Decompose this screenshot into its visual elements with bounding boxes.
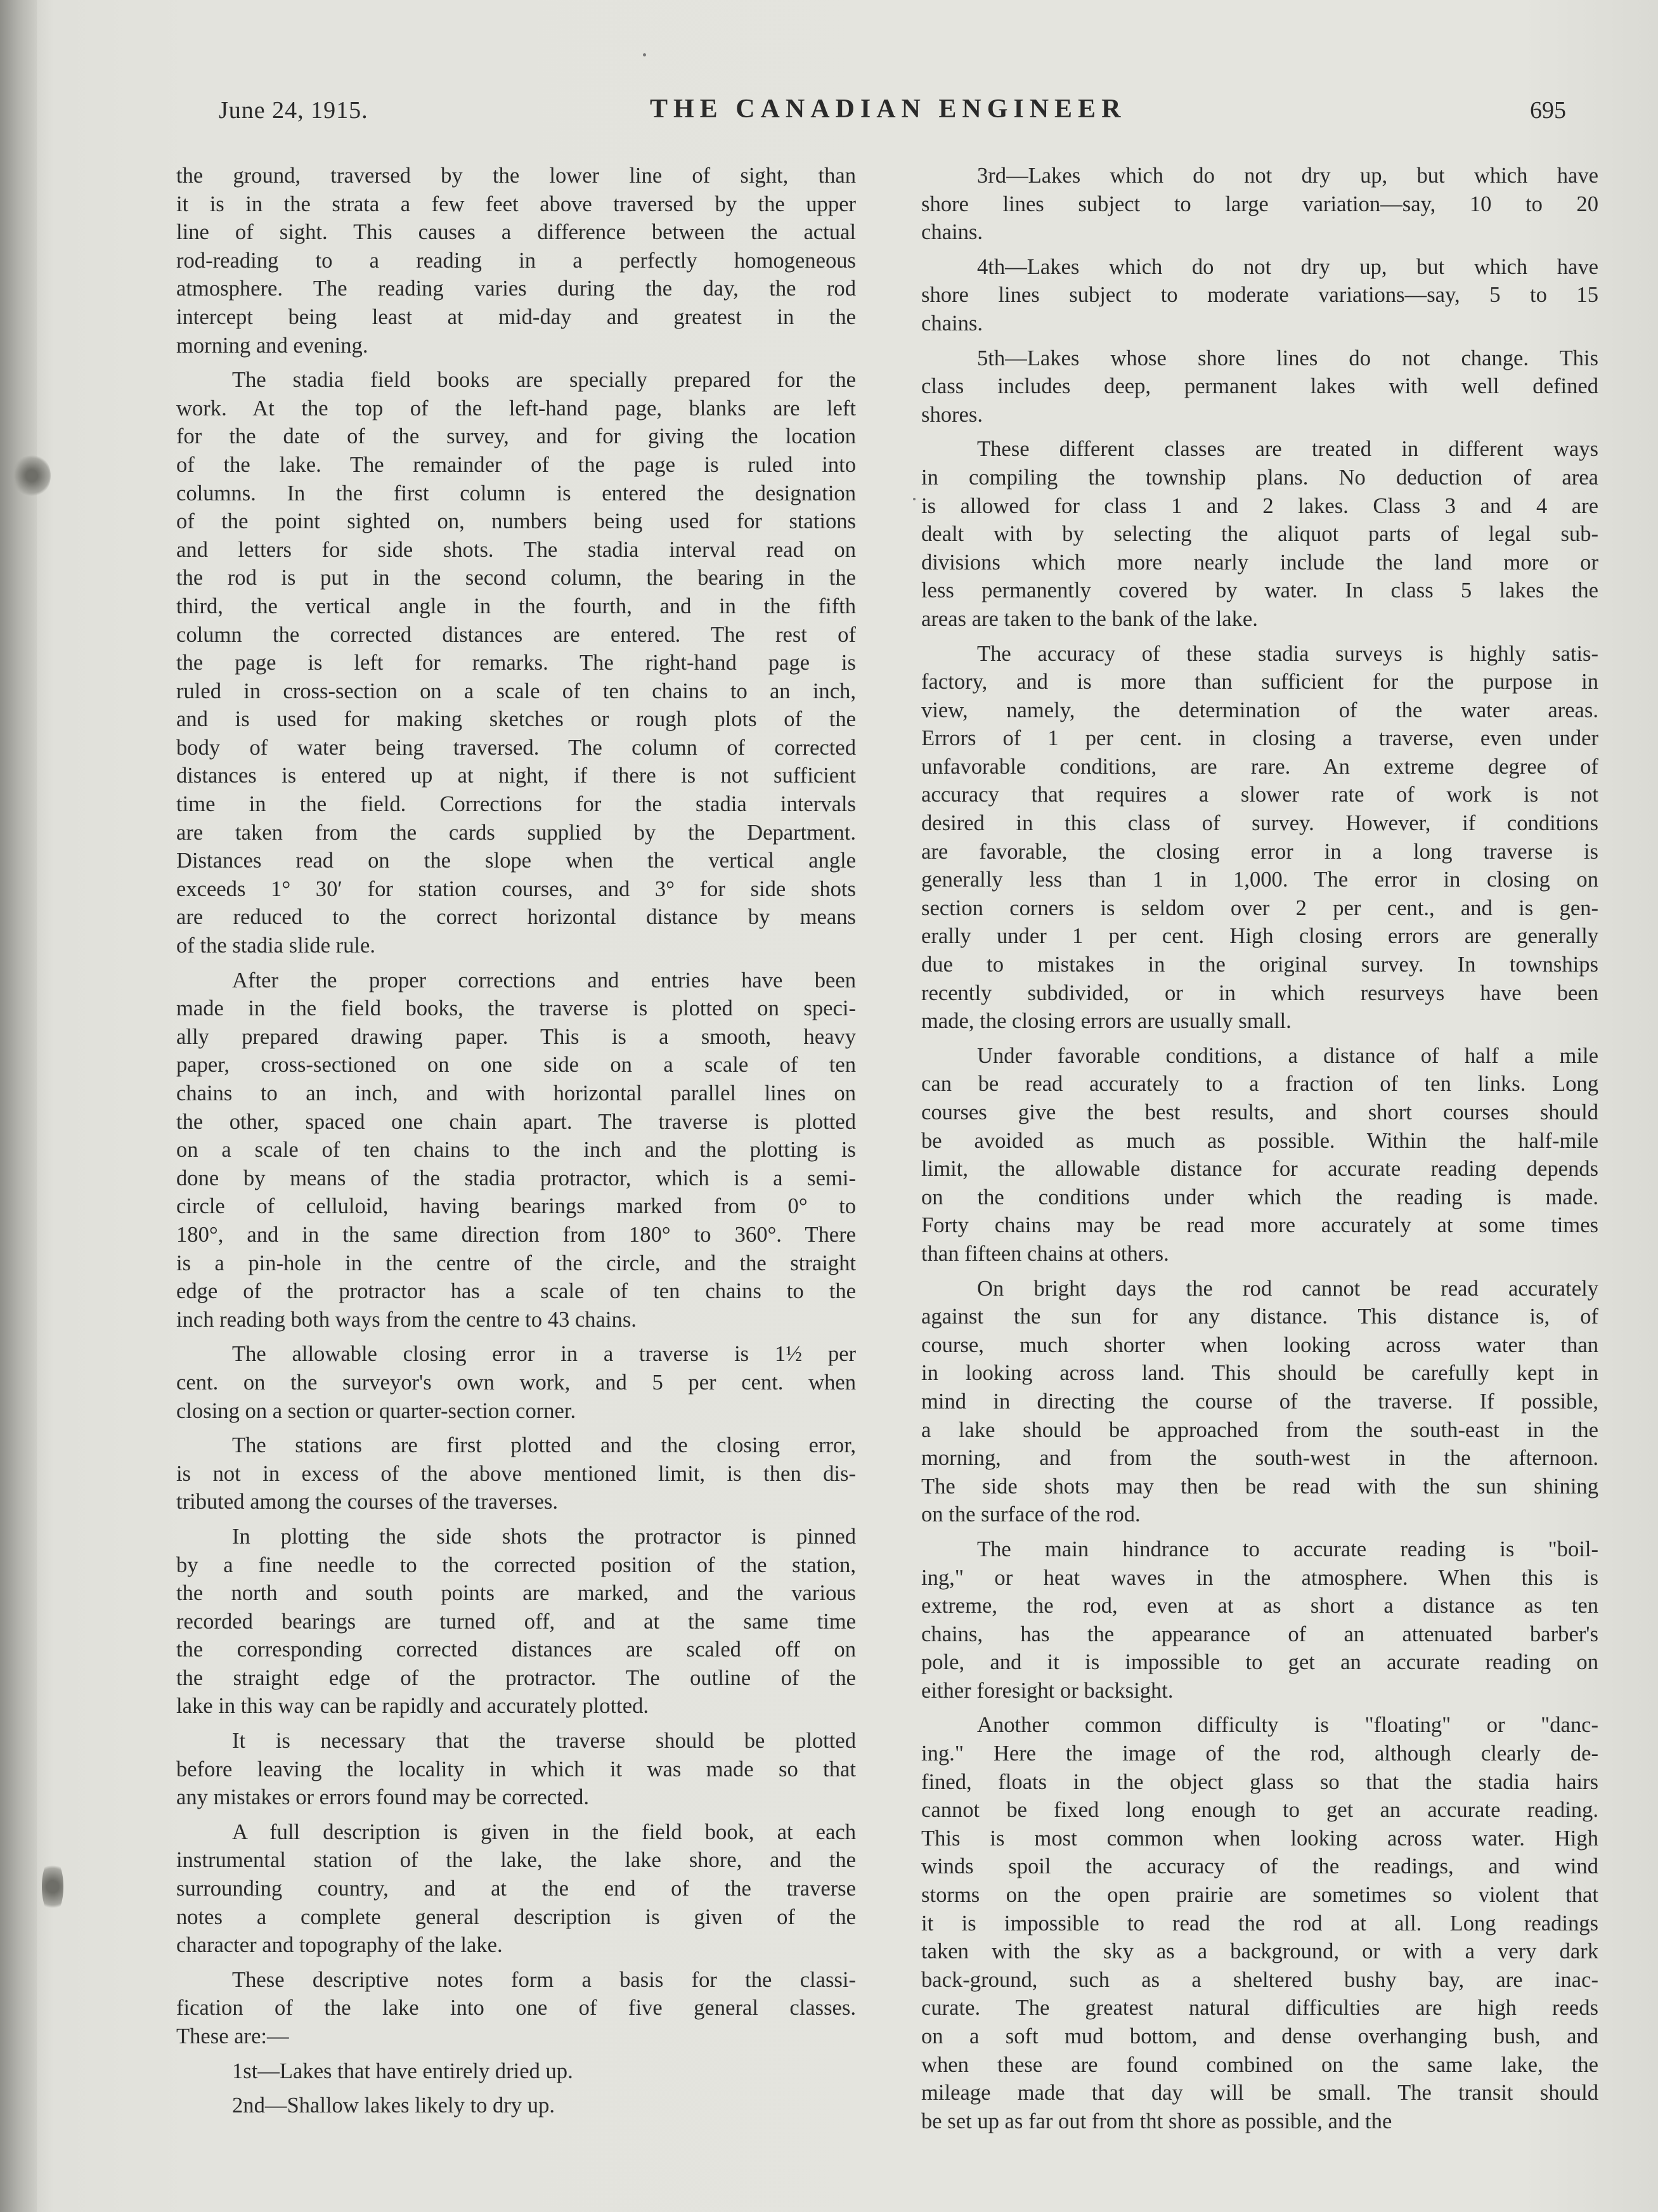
paragraph-gap <box>921 429 1598 435</box>
paragraph-gap <box>921 634 1598 640</box>
text-line: These descriptive notes form a basis for the classi- <box>232 1967 856 1992</box>
paragraph-gap <box>176 1334 856 1340</box>
text-line: The side shots may then be read with the sun shining <box>921 1474 1598 1499</box>
text-line: the other, spaced one chain apart. The traverse is plotted <box>176 1109 856 1134</box>
text-line: the corresponding corrected distances are scaled off on <box>176 1637 856 1662</box>
text-line: before leaving the locality in which it was made so that <box>176 1757 856 1781</box>
text-line: can be read accurately to a fraction of ten links. Long <box>921 1072 1598 1096</box>
binding-hole-mark <box>13 453 51 498</box>
text-line: areas are taken to the bank of the lake. <box>921 606 1258 631</box>
paragraph-gap <box>176 2085 856 2092</box>
text-line: are reduced to the correct horizontal distance by means <box>176 905 856 930</box>
print-speck <box>913 498 916 500</box>
journal-title: THE CANADIAN ENGINEER <box>650 94 1127 124</box>
text-line: of the point sighted on, numbers being used for stations <box>176 509 856 534</box>
text-line: work. At the top of the left-hand page, blanks are left <box>176 396 856 420</box>
text-line: done by means of the stadia protractor, which is a semi- <box>176 1166 856 1190</box>
text-line: 3rd—Lakes which do not dry up, but which have <box>977 164 1598 188</box>
text-line: is allowed for class 1 and 2 lakes. Class 3 and 4 are <box>921 493 1598 518</box>
text-line: morning and evening. <box>176 333 368 358</box>
text-line: against the sun for any distance. This distance is, of <box>921 1304 1598 1329</box>
text-line: body of water being traversed. The column of corrected <box>176 735 856 760</box>
text-line: made in the field books, the traverse is plotted on speci- <box>176 996 856 1021</box>
text-line: are taken from the cards supplied by the Department. <box>176 820 856 845</box>
text-line: Distances read on the slope when the vertical angle <box>176 849 856 873</box>
paragraph-gap <box>176 960 856 966</box>
left-column <box>176 162 856 2120</box>
right-column <box>921 162 1598 2135</box>
paragraph <box>176 2092 856 2120</box>
text-line: edge of the protractor has a scale of ten chains to the <box>176 1279 856 1304</box>
text-line: chains, has the appearance of an attenuated barber's <box>921 1622 1598 1646</box>
paragraph <box>176 366 856 960</box>
paragraph-gap <box>176 1812 856 1818</box>
text-line: accuracy that requires a slower rate of work is not <box>921 783 1598 807</box>
text-line: chains to an inch, and with horizontal parallel lines on <box>176 1081 856 1105</box>
text-line: line of sight. This causes a difference between the actual <box>176 220 856 245</box>
text-line: generally less than 1 in 1,000. The error in closing on <box>921 868 1598 892</box>
text-line: factory, and is more than sufficient for the purpose in <box>921 670 1598 694</box>
text-line: In plotting the side shots the protractor is pinned <box>232 1524 856 1549</box>
text-line: pole, and it is impossible to get an accurate reading on <box>921 1650 1598 1675</box>
text-line: of the lake. The remainder of the page is ruled into <box>176 452 856 477</box>
paragraph-gap <box>176 1425 856 1431</box>
book-gutter <box>0 0 37 2212</box>
text-line: be avoided as much as possible. Within the half-mile <box>921 1128 1598 1153</box>
paragraph-gap <box>921 1529 1598 1535</box>
running-header <box>219 89 1572 133</box>
text-line: chains. <box>921 220 983 245</box>
paragraph-gap <box>921 247 1598 253</box>
paragraph <box>176 1340 856 1425</box>
text-line: columns. In the first column is entered the designation <box>176 481 856 505</box>
paragraph <box>921 1535 1598 1705</box>
text-line: These are:— <box>176 2024 289 2048</box>
text-line: erally under 1 per cent. High closing errors are generally <box>921 924 1598 949</box>
text-line: third, the vertical angle in the fourth, and in the fifth <box>176 594 856 618</box>
issue-date: June 24, 1915. <box>219 97 368 124</box>
text-line: notes a complete general description is given of the <box>176 1904 856 1929</box>
text-line: 5th—Lakes whose shore lines do not change. This <box>977 346 1598 370</box>
text-line: recorded bearings are turned off, and at the same time <box>176 1609 856 1634</box>
text-line: a lake should be approached from the south-east in the <box>921 1417 1598 1442</box>
text-line: and letters for side shots. The stadia interval read on <box>176 537 856 562</box>
text-line: it is impossible to read the rod at all. Long readings <box>921 1911 1598 1935</box>
text-line: divisions which more nearly include the land more or <box>921 550 1598 575</box>
text-line: recently subdivided, or in which resurveys have been <box>921 980 1598 1005</box>
text-line: the page is left for remarks. The right-hand page is <box>176 651 856 675</box>
paragraph-gap <box>921 1705 1598 1711</box>
text-line: instrumental station of the lake, the lake shore, and the <box>176 1848 856 1873</box>
text-line: circle of celluloid, having bearings marked from 0° to <box>176 1194 856 1219</box>
text-line: shore lines subject to large variation—say, 10 to 20 <box>921 192 1598 216</box>
text-line: curate. The greatest natural difficulties are high reeds <box>921 1996 1598 2020</box>
text-line: be set up as far out from tht shore as possible, and the <box>921 2109 1392 2133</box>
text-line: dealt with by selecting the aliquot parts of legal sub- <box>921 522 1598 547</box>
text-line: it is in the strata a few feet above traversed by the upper <box>176 192 856 216</box>
text-line: on a soft mud bottom, and dense overhanging bush, and <box>921 2024 1598 2048</box>
paragraph <box>921 1042 1598 1268</box>
paragraph-gap <box>176 1960 856 1966</box>
text-line: ing," or heat waves in the atmosphere. When this is <box>921 1565 1598 1590</box>
text-line: 180°, and in the same direction from 180° to 360°. There <box>176 1222 856 1247</box>
text-line: cannot be fixed long enough to get an accurate reading. <box>921 1798 1598 1823</box>
paragraph <box>921 162 1598 247</box>
text-line: the ground, traversed by the lower line of sight, than <box>176 164 856 188</box>
paragraph <box>176 1818 856 1960</box>
text-line: storms on the open prairie are sometimes so violent that <box>921 1883 1598 1908</box>
text-line: 1st—Lakes that have entirely dried up. <box>232 2059 573 2083</box>
text-line: winds spoil the accuracy of the readings, and wind <box>921 1854 1598 1879</box>
text-line: surrounding country, and at the end of the traverse <box>176 1877 856 1901</box>
text-line: mind in directing the course of the traverse. If possible, <box>921 1389 1598 1414</box>
text-line: It is necessary that the traverse should be plotted <box>232 1729 856 1753</box>
text-line: shore lines subject to moderate variations—say, 5 to 15 <box>921 283 1598 308</box>
paragraph <box>921 1711 1598 2135</box>
text-line: any mistakes or errors found may be corrected. <box>176 1785 589 1810</box>
text-line: on a scale of ten chains to the inch and the plotting is <box>176 1138 856 1162</box>
text-line: desired in this class of survey. However, if conditions <box>921 811 1598 836</box>
text-line: chains. <box>921 311 983 335</box>
text-line: The allowable closing error in a traverse is 1½ per <box>232 1342 856 1367</box>
text-line: mileage made that day will be small. The transit should <box>921 2081 1598 2105</box>
text-line: is a pin-hole in the centre of the circle, and the straight <box>176 1251 856 1275</box>
paragraph-gap <box>176 1516 856 1523</box>
text-line: fined, floats in the object glass so that the stadia hairs <box>921 1769 1598 1794</box>
text-line: On bright days the rod cannot be read accurately <box>977 1276 1598 1301</box>
text-line: limit, the allowable distance for accurate reading depends <box>921 1157 1598 1181</box>
paragraph <box>176 1523 856 1721</box>
text-line: inch reading both ways from the centre to 43 chains. <box>176 1307 637 1332</box>
paragraph-gap <box>921 338 1598 344</box>
text-line: courses give the best results, and short courses should <box>921 1100 1598 1124</box>
text-line: The accuracy of these stadia surveys is highly satis- <box>977 641 1598 666</box>
text-line: time in the field. Corrections for the stadia intervals <box>176 792 856 817</box>
paragraph <box>176 162 856 360</box>
text-line: The main hindrance to accurate reading is "boil- <box>977 1537 1598 1561</box>
text-line: Under favorable conditions, a distance of half a mile <box>977 1043 1598 1068</box>
text-line: fication of the lake into one of five general classes. <box>176 1996 856 2020</box>
text-line: in looking across land. This should be carefully kept in <box>921 1361 1598 1386</box>
paragraph <box>921 435 1598 633</box>
text-line: Forty chains may be read more accurately at some times <box>921 1213 1598 1238</box>
text-line: The stadia field books are specially prepared for the <box>232 368 856 393</box>
text-line: morning, and from the south-west in the afternoon. <box>921 1446 1598 1471</box>
text-line: on the surface of the rod. <box>921 1502 1141 1527</box>
text-line: paper, cross-sectioned on one side on a scale of ten <box>176 1053 856 1077</box>
paragraph <box>921 640 1598 1036</box>
text-line: 2nd—Shallow lakes likely to dry up. <box>232 2093 555 2118</box>
paragraph <box>176 1966 856 2051</box>
text-line: and is used for making sketches or rough plots of the <box>176 707 856 732</box>
text-line: Errors of 1 per cent. in closing a traverse, even under <box>921 726 1598 751</box>
text-line: shores. <box>921 402 983 427</box>
print-speck <box>643 53 646 56</box>
text-line: cent. on the surveyor's own work, and 5 per cent. when <box>176 1370 856 1395</box>
text-line: the rod is put in the second column, the bearing in the <box>176 566 856 590</box>
binding-clip-mark <box>42 1858 63 1915</box>
paragraph-gap <box>176 2051 856 2057</box>
text-line: distances is entered up at night, if there is not sufficient <box>176 764 856 788</box>
text-line: After the proper corrections and entries have been <box>232 968 856 992</box>
text-line: column the corrected distances are entered. The rest of <box>176 622 856 647</box>
text-line: ing." Here the image of the rod, although clearly de- <box>921 1741 1598 1766</box>
text-line: unfavorable conditions, are rare. An extreme degree of <box>921 754 1598 779</box>
text-line: due to mistakes in the original survey. In townships <box>921 953 1598 977</box>
text-line: exceeds 1° 30′ for station courses, and 3° for side shots <box>176 876 856 901</box>
text-line: section corners is seldom over 2 per cent., and is gen- <box>921 895 1598 920</box>
paragraph-gap <box>176 1721 856 1727</box>
paragraph-gap <box>921 1268 1598 1275</box>
text-line: ally prepared drawing paper. This is a smooth, heavy <box>176 1024 856 1049</box>
text-line: the straight edge of the protractor. The outline of the <box>176 1665 856 1690</box>
text-line: in compiling the township plans. No deduction of area <box>921 465 1598 490</box>
text-line: lake in this way can be rapidly and accurately plotted. <box>176 1694 649 1719</box>
page-number: 695 <box>1530 97 1566 124</box>
text-line: closing on a section or quarter-section corner. <box>176 1398 576 1423</box>
text-line: class includes deep, permanent lakes with well defined <box>921 374 1598 399</box>
text-line: course, much shorter when looking across water than <box>921 1332 1598 1357</box>
paragraph <box>921 1275 1598 1529</box>
text-line: character and topography of the lake. <box>176 1933 503 1958</box>
text-line: The stations are first plotted and the closing error, <box>232 1433 856 1458</box>
text-line: These different classes are treated in different ways <box>977 437 1598 462</box>
text-line: rod-reading to a reading in a perfectly homogeneous <box>176 248 856 273</box>
text-line: view, namely, the determination of the water areas. <box>921 698 1598 722</box>
text-line: atmosphere. The reading varies during the day, the rod <box>176 276 856 301</box>
paragraph <box>176 2057 856 2086</box>
text-line: for the date of the survey, and for giving the location <box>176 424 856 449</box>
text-line: than fifteen chains at others. <box>921 1241 1169 1266</box>
text-line: 4th—Lakes which do not dry up, but which have <box>977 254 1598 279</box>
text-line: A full description is given in the field book, at each <box>232 1819 856 1844</box>
text-line: Another common difficulty is "floating" or "danc- <box>977 1713 1598 1738</box>
paragraph <box>176 1431 856 1516</box>
text-line: on the conditions under which the reading is made. <box>921 1185 1598 1209</box>
text-line: This is most common when looking across water. High <box>921 1826 1598 1851</box>
text-line: of the stadia slide rule. <box>176 934 375 958</box>
text-line: taken with the sky as a background, or with a very dark <box>921 1939 1598 1964</box>
paragraph <box>921 344 1598 429</box>
paragraph-gap <box>176 360 856 366</box>
text-line: when these are found combined on the same lake, the <box>921 2052 1598 2077</box>
paragraph <box>176 1727 856 1812</box>
text-line: made, the closing errors are usually small. <box>921 1009 1292 1034</box>
text-line: tributed among the courses of the traverses. <box>176 1490 559 1514</box>
paragraph <box>176 966 856 1334</box>
text-line: the north and south points are marked, and the various <box>176 1581 856 1606</box>
text-line: is not in excess of the above mentioned limit, is then dis- <box>176 1461 856 1486</box>
paragraph <box>921 253 1598 338</box>
text-line: are favorable, the closing error in a long traverse is <box>921 839 1598 864</box>
text-line: intercept being least at mid-day and greatest in the <box>176 304 856 329</box>
text-line: ruled in cross-section on a scale of ten chains to an inch, <box>176 679 856 703</box>
text-line: less permanently covered by water. In class 5 lakes the <box>921 578 1598 603</box>
paragraph-gap <box>921 1036 1598 1042</box>
text-line: extreme, the rod, even at as short a distance as ten <box>921 1594 1598 1618</box>
text-line: back-ground, such as a sheltered bushy bay, are inac- <box>921 1967 1598 1992</box>
text-line: by a fine needle to the corrected position of the station, <box>176 1552 856 1577</box>
text-line: either foresight or backsight. <box>921 1678 1174 1703</box>
